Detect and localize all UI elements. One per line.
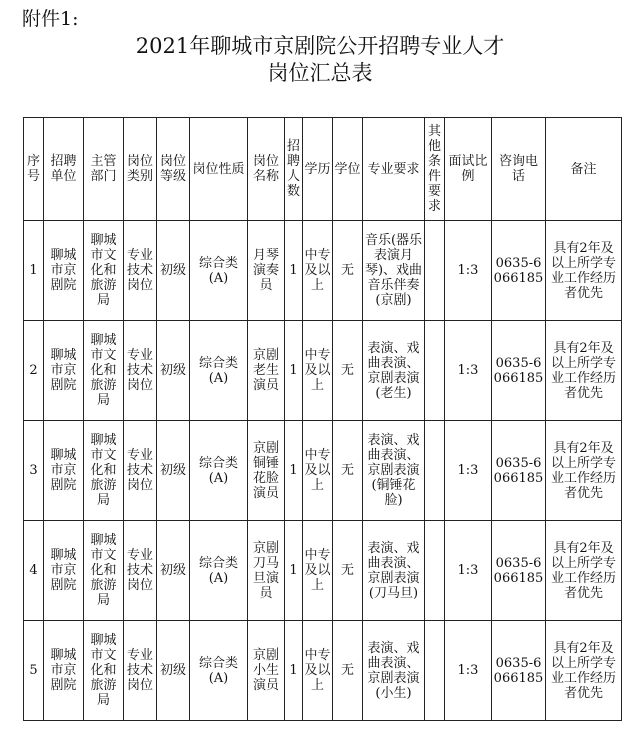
- cell-note: 具有2年及以上所学专业工作经历者优先: [546, 521, 622, 621]
- header-ratio: 面试比例: [445, 118, 492, 221]
- cell-other: [425, 421, 445, 521]
- header-unit: 招聘单位: [44, 118, 84, 221]
- cell-note: 具有2年及以上所学专业工作经历者优先: [546, 421, 622, 521]
- cell-unit: 聊城市京剧院: [44, 321, 84, 421]
- cell-phone: 0635-6066185: [492, 221, 546, 321]
- cell-count: 1: [285, 321, 303, 421]
- cell-pos-name: 京剧刀马旦演员: [248, 521, 285, 621]
- cell-seq: 2: [24, 321, 44, 421]
- cell-edu: 中专及以上: [303, 521, 333, 621]
- cell-pos-level: 初级: [157, 521, 190, 621]
- cell-seq: 4: [24, 521, 44, 621]
- cell-pos-nature: 综合类(A): [190, 321, 248, 421]
- cell-phone: 0635-6066185: [492, 421, 546, 521]
- table-row: [24, 621, 622, 721]
- cell-other: [425, 321, 445, 421]
- cell-unit: 聊城市京剧院: [44, 421, 84, 521]
- cell-degree: 无: [333, 321, 363, 421]
- document-title: 2021年聊城市京剧院公开招聘专业人才: [135, 34, 505, 58]
- cell-degree: 无: [333, 621, 363, 721]
- cell-degree: 无: [333, 521, 363, 621]
- header-degree: 学位: [333, 118, 363, 221]
- header-dept: 主管部门: [84, 118, 124, 221]
- cell-ratio: 1:3: [445, 621, 492, 721]
- cell-pos-nature: 综合类(A): [190, 421, 248, 521]
- cell-seq: 5: [24, 621, 44, 721]
- cell-phone: 0635-6066185: [492, 521, 546, 621]
- cell-count: 1: [285, 521, 303, 621]
- table-row: [24, 221, 622, 321]
- cell-degree: 无: [333, 421, 363, 521]
- header-other: 其他条件要求: [425, 118, 445, 221]
- cell-dept: 聊城市文化和旅游局: [84, 221, 124, 321]
- cell-other: [425, 521, 445, 621]
- cell-edu: 中专及以上: [303, 221, 333, 321]
- cell-major: 表演、戏曲表演、京剧表演(老生): [363, 321, 425, 421]
- cell-other: [425, 621, 445, 721]
- cell-phone: 0635-6066185: [492, 321, 546, 421]
- cell-phone: 0635-6066185: [492, 621, 546, 721]
- cell-note: 具有2年及以上所学专业工作经历者优先: [546, 221, 622, 321]
- cell-unit: 聊城市京剧院: [44, 521, 84, 621]
- cell-major: 音乐(器乐表演月琴)、戏曲音乐伴奏(京剧): [363, 221, 425, 321]
- cell-note: 具有2年及以上所学专业工作经历者优先: [546, 321, 622, 421]
- cell-pos-type: 专业技术岗位: [124, 521, 157, 621]
- cell-major: 表演、戏曲表演、京剧表演(小生): [363, 621, 425, 721]
- cell-pos-nature: 综合类(A): [190, 521, 248, 621]
- header-note: 备注: [546, 118, 622, 221]
- cell-major: 表演、戏曲表演、京剧表演(刀马旦): [363, 521, 425, 621]
- cell-major: 表演、戏曲表演、京剧表演(铜锤花脸): [363, 421, 425, 521]
- table-row: [24, 321, 622, 421]
- cell-seq: 1: [24, 221, 44, 321]
- cell-pos-type: 专业技术岗位: [124, 221, 157, 321]
- cell-dept: 聊城市文化和旅游局: [84, 621, 124, 721]
- cell-edu: 中专及以上: [303, 421, 333, 521]
- header-pos-name: 岗位名称: [248, 118, 285, 221]
- cell-count: 1: [285, 221, 303, 321]
- header-pos-nature: 岗位性质: [190, 118, 248, 221]
- document-subtitle: 岗位汇总表: [267, 61, 373, 85]
- cell-edu: 中专及以上: [303, 621, 333, 721]
- cell-dept: 聊城市文化和旅游局: [84, 321, 124, 421]
- cell-edu: 中专及以上: [303, 321, 333, 421]
- header-count: 招聘人数: [285, 118, 303, 221]
- header-pos-level: 岗位等级: [157, 118, 190, 221]
- cell-ratio: 1:3: [445, 521, 492, 621]
- positions-table: [23, 117, 622, 721]
- table-header-row: [24, 118, 622, 221]
- cell-pos-name: 京剧老生演员: [248, 321, 285, 421]
- header-edu: 学历: [303, 118, 333, 221]
- cell-seq: 3: [24, 421, 44, 521]
- cell-pos-type: 专业技术岗位: [124, 421, 157, 521]
- cell-note: 具有2年及以上所学专业工作经历者优先: [546, 621, 622, 721]
- cell-ratio: 1:3: [445, 421, 492, 521]
- header-phone: 咨询电话: [492, 118, 546, 221]
- cell-pos-level: 初级: [157, 421, 190, 521]
- cell-pos-name: 京剧铜锤花脸演员: [248, 421, 285, 521]
- cell-dept: 聊城市文化和旅游局: [84, 521, 124, 621]
- cell-pos-level: 初级: [157, 221, 190, 321]
- header-major: 专业要求: [363, 118, 425, 221]
- cell-other: [425, 221, 445, 321]
- header-seq: 序号: [24, 118, 44, 221]
- cell-pos-name: 月琴演奏员: [248, 221, 285, 321]
- attachment-label: 附件1:: [22, 8, 79, 30]
- cell-pos-nature: 综合类(A): [190, 621, 248, 721]
- cell-pos-nature: 综合类(A): [190, 221, 248, 321]
- cell-pos-level: 初级: [157, 321, 190, 421]
- cell-degree: 无: [333, 221, 363, 321]
- cell-count: 1: [285, 421, 303, 521]
- cell-dept: 聊城市文化和旅游局: [84, 421, 124, 521]
- cell-unit: 聊城市京剧院: [44, 221, 84, 321]
- table-row: [24, 521, 622, 621]
- cell-count: 1: [285, 621, 303, 721]
- cell-ratio: 1:3: [445, 321, 492, 421]
- header-pos-type: 岗位类别: [124, 118, 157, 221]
- cell-unit: 聊城市京剧院: [44, 621, 84, 721]
- cell-pos-type: 专业技术岗位: [124, 621, 157, 721]
- cell-pos-type: 专业技术岗位: [124, 321, 157, 421]
- cell-pos-name: 京剧小生演员: [248, 621, 285, 721]
- cell-ratio: 1:3: [445, 221, 492, 321]
- cell-pos-level: 初级: [157, 621, 190, 721]
- table-row: [24, 421, 622, 521]
